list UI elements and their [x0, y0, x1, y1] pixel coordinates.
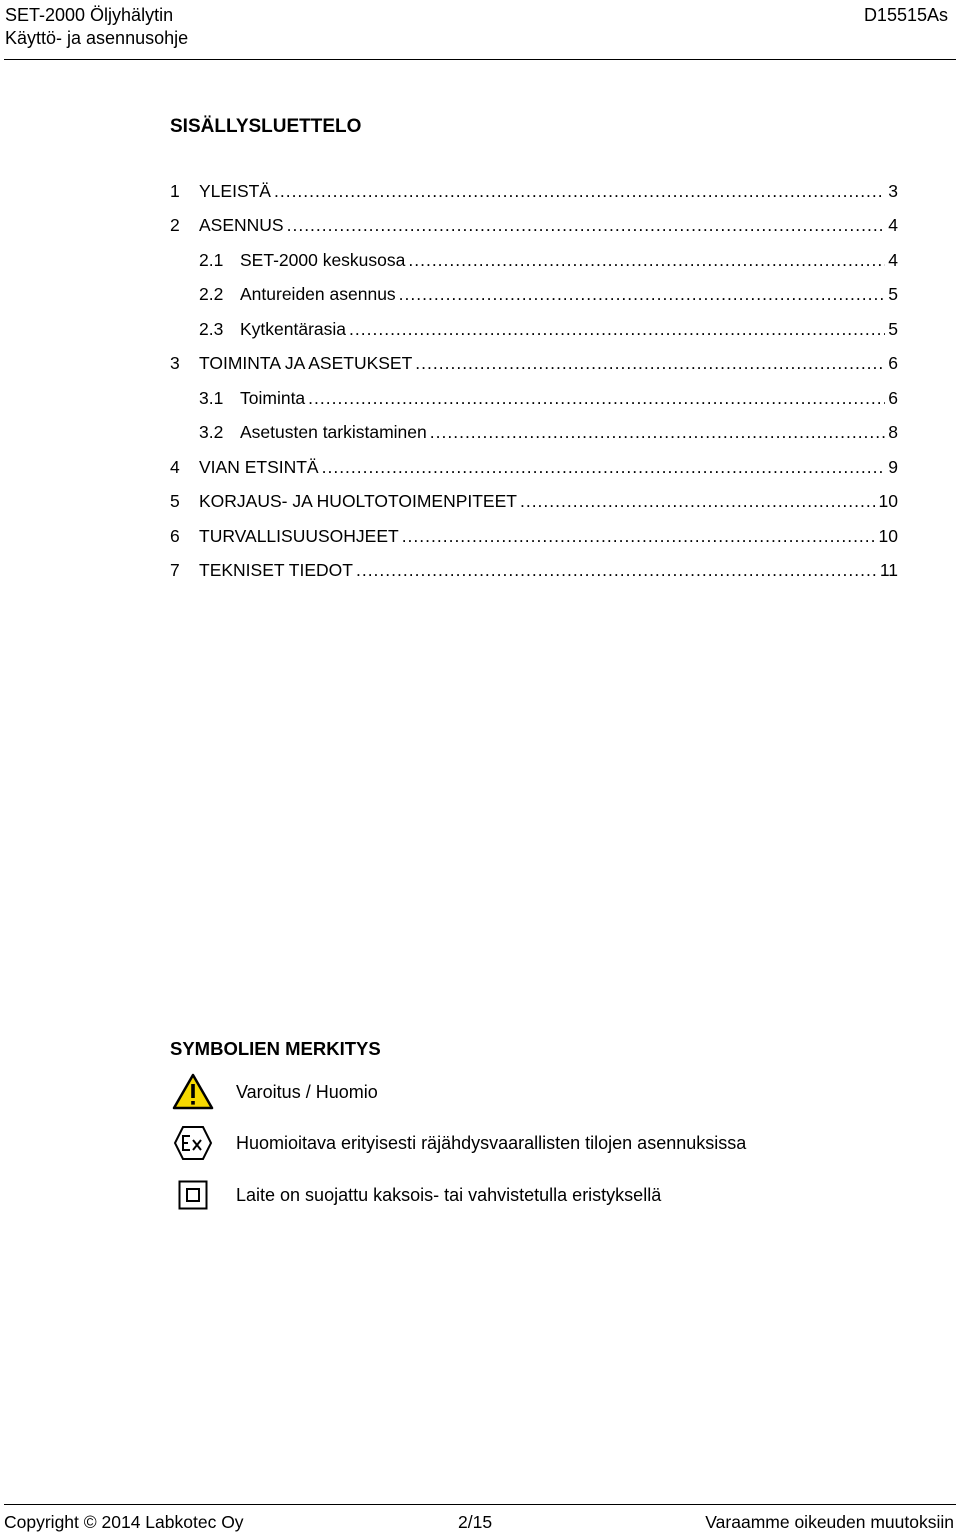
warning-triangle-icon — [170, 1072, 216, 1112]
toc-item-number: 2.3 — [199, 318, 224, 339]
toc-item[interactable] — [170, 554, 898, 589]
symbol-row-warning — [170, 1072, 378, 1112]
toc-leader — [274, 181, 885, 202]
document-header — [5, 4, 188, 50]
toc-item-number: 2 — [170, 215, 180, 236]
toc-leader — [408, 250, 885, 271]
symbols-title: SYMBOLIEN MERKITYS — [170, 1038, 381, 1059]
toc-item-number: 4 — [170, 456, 180, 477]
symbol-description: Huomioitava erityisesti räjähdysvaarallisten tilojen asennuksissa — [236, 1132, 747, 1153]
toc-item-label: YLEISTÄ — [199, 180, 271, 201]
footer-divider — [4, 1504, 956, 1505]
toc-item[interactable] — [170, 485, 898, 520]
toc-item[interactable] — [170, 381, 898, 416]
ex-hexagon-icon — [170, 1123, 216, 1163]
toc-item-number: 3.1 — [199, 387, 224, 408]
toc-item-label: Kytkentärasia — [240, 318, 347, 339]
toc-item[interactable] — [170, 209, 898, 244]
symbol-description: Laite on suojattu kaksois- tai vahvistetulla eristyksellä — [236, 1184, 662, 1205]
toc-item-page: 4 — [888, 249, 898, 270]
toc-leader — [430, 422, 886, 443]
footer-copyright: Copyright © 2014 Labkotec Oy — [4, 1512, 244, 1532]
toc-item-number: 2.2 — [199, 284, 224, 305]
toc-item-page: 6 — [888, 387, 898, 408]
toc-item-label: Toiminta — [240, 387, 306, 408]
toc-item-label: TEKNISET TIEDOT — [199, 560, 353, 581]
toc-item-page: 9 — [888, 456, 898, 477]
symbol-row-ex — [170, 1123, 746, 1163]
toc-item-label: VIAN ETSINTÄ — [199, 456, 319, 477]
toc-item-page: 5 — [888, 284, 898, 305]
symbol-row-insulation — [170, 1175, 661, 1215]
toc-item-label: Antureiden asennus — [240, 284, 396, 305]
toc-item[interactable] — [170, 416, 898, 451]
toc-item[interactable] — [170, 278, 898, 313]
toc-leader — [287, 215, 886, 236]
toc-leader — [399, 284, 886, 305]
toc-leader — [356, 560, 877, 581]
toc-item-number: 7 — [170, 560, 180, 581]
toc-item-number: 6 — [170, 525, 180, 546]
toc-item[interactable] — [170, 243, 898, 278]
toc-item-page: 11 — [879, 560, 898, 581]
toc-leader — [415, 353, 885, 374]
toc-item-label: ASENNUS — [199, 215, 284, 236]
toc-leader — [520, 491, 876, 512]
toc-item[interactable] — [170, 312, 898, 347]
page-number: 2/15 — [458, 1512, 493, 1532]
toc-item-label: Asetusten tarkistaminen — [240, 422, 427, 443]
toc-item[interactable] — [170, 519, 898, 554]
toc-item-page: 5 — [888, 318, 898, 339]
toc-item-number: 5 — [170, 491, 180, 512]
toc-item[interactable] — [170, 174, 898, 209]
toc-item-page: 10 — [878, 491, 898, 512]
toc-item-label: KORJAUS- JA HUOLTOTOIMENPITEET — [199, 491, 517, 512]
toc-item-label: TURVALLISUUSOHJEET — [199, 525, 399, 546]
toc-item-page: 6 — [888, 353, 898, 374]
toc-title: SISÄLLYSLUETTELO — [170, 116, 362, 137]
toc-leader — [349, 319, 885, 340]
table-of-contents — [170, 174, 898, 588]
toc-item[interactable] — [170, 450, 898, 485]
header-divider — [4, 59, 956, 60]
footer-notice: Varaamme oikeuden muutoksiin — [705, 1512, 954, 1532]
toc-item-number: 1 — [170, 180, 180, 201]
double-insulation-icon — [170, 1175, 216, 1215]
toc-leader — [308, 388, 885, 409]
toc-item-page: 4 — [888, 215, 898, 236]
symbol-description: Varoitus / Huomio — [236, 1081, 378, 1102]
toc-item-label: TOIMINTA JA ASETUKSET — [199, 353, 413, 374]
toc-leader — [322, 457, 886, 478]
toc-item-number: 3 — [170, 353, 180, 374]
toc-item-page: 3 — [888, 180, 898, 201]
document-title: SET-2000 Öljyhälytin — [5, 5, 174, 25]
toc-item-page: 10 — [878, 525, 898, 546]
toc-item-page: 8 — [888, 422, 898, 443]
toc-item[interactable] — [170, 347, 898, 382]
toc-item-label: SET-2000 keskusosa — [240, 249, 406, 270]
document-code: D15515As — [863, 5, 948, 25]
document-subtitle: Käyttö- ja asennusohje — [5, 28, 189, 48]
toc-leader — [402, 526, 876, 547]
toc-item-number: 2.1 — [199, 249, 224, 270]
toc-item-number: 3.2 — [199, 422, 224, 443]
